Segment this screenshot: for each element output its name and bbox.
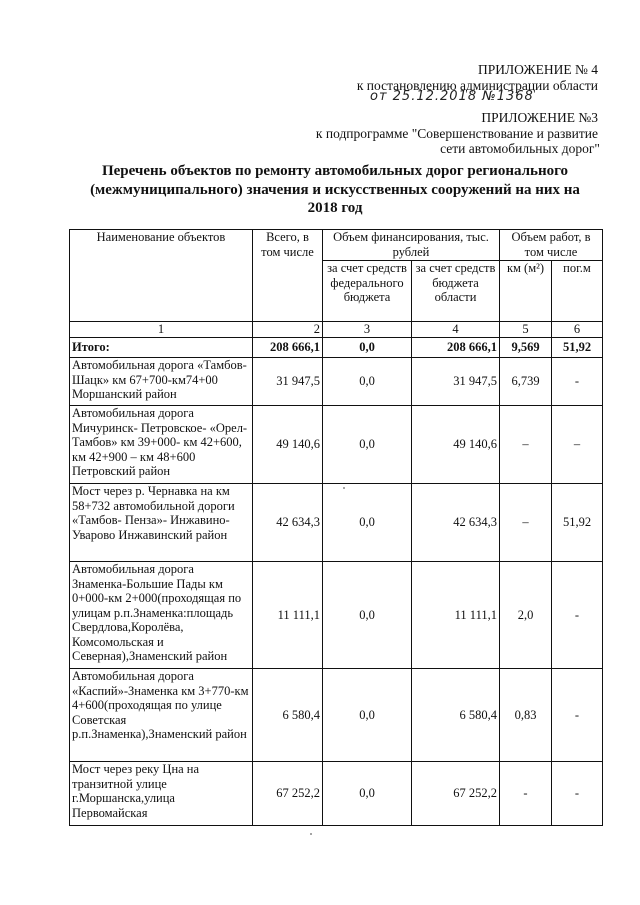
total-sum: 208 666,1 — [253, 338, 323, 358]
appendix-3-label: ПРИЛОЖЕНИЕ №3 — [481, 110, 598, 125]
header-pm: пог.м — [552, 261, 603, 322]
row-federal: 0,0 — [323, 562, 412, 669]
resolution-reference: к постановлению администрации области — [356, 78, 598, 93]
row-km: 2,0 — [500, 562, 552, 669]
title-line-1: Перечень объектов по ремонту автомобильных дорог регионального — [101, 163, 569, 179]
row-name: Автомобильная дорога Знаменка-Большие Пады км 0+000-км 2+000(проходящая по улицам р.п.Знаменка:площадь Свердлова,Королёва, Комсомольская и Северная),Знаменский район — [70, 562, 253, 669]
row-km: – — [500, 406, 552, 484]
total-km: 9,569 — [500, 338, 552, 358]
total-regional: 208 666,1 — [412, 338, 500, 358]
row-total: 11 111,1 — [253, 562, 323, 669]
scan-speck — [343, 487, 345, 489]
row-regional: 67 252,2 — [412, 762, 500, 826]
row-total: 31 947,5 — [253, 358, 323, 406]
subprogram-reference-line2: сети автомобильных дорог" — [440, 141, 600, 156]
table-row — [70, 484, 603, 562]
header-km: км (м²) — [500, 261, 552, 322]
header-financing: Объем финансирования, тыс. рублей — [323, 230, 500, 261]
row-regional: 42 634,3 — [412, 484, 500, 562]
scan-speck — [310, 833, 312, 835]
header-works: Объем работ, в том числе — [500, 230, 603, 261]
row-name: Мост через реку Цна на транзитной улице г.Моршанска,улица Первомайская — [70, 762, 253, 826]
row-km: 0,83 — [500, 669, 552, 762]
row-regional: 31 947,5 — [412, 358, 500, 406]
row-total: 42 634,3 — [253, 484, 323, 562]
objects-table — [69, 229, 603, 826]
col-num-4: 4 — [412, 322, 500, 338]
row-total: 49 140,6 — [253, 406, 323, 484]
row-regional: 49 140,6 — [412, 406, 500, 484]
row-federal: 0,0 — [323, 406, 412, 484]
row-federal: 0,0 — [323, 762, 412, 826]
table-row — [70, 358, 603, 406]
row-pm: - — [552, 762, 603, 826]
col-num-1: 1 — [70, 322, 253, 338]
row-regional: 6 580,4 — [412, 669, 500, 762]
handwritten-date-number: от 25.12.2018 №1368 — [370, 89, 534, 104]
row-pm: – — [552, 406, 603, 484]
row-pm: 51,92 — [552, 484, 603, 562]
title-line-3: 2018 год — [307, 200, 363, 216]
total-pm: 51,92 — [552, 338, 603, 358]
row-name: Мост через р. Чернавка на км 58+732 автомобильной дороги «Тамбов- Пенза»- Инжавино- Уварово Инжавинский район — [70, 484, 253, 562]
row-km: – — [500, 484, 552, 562]
table-row — [70, 762, 603, 826]
row-km: - — [500, 762, 552, 826]
row-federal: 0,0 — [323, 669, 412, 762]
row-km: 6,739 — [500, 358, 552, 406]
header-name: Наименование объектов — [70, 230, 253, 322]
row-total: 6 580,4 — [253, 669, 323, 762]
col-num-2: 2 — [253, 322, 323, 338]
row-name: Автомобильная дорога «Тамбов-Шацк» км 67+700-км74+00 Моршанский район — [70, 358, 253, 406]
row-regional: 11 111,1 — [412, 562, 500, 669]
table-row — [70, 669, 603, 762]
column-number-row — [70, 322, 603, 338]
row-pm: - — [552, 358, 603, 406]
row-pm: - — [552, 669, 603, 762]
document-title — [70, 162, 600, 218]
row-federal: 0,0 — [323, 484, 412, 562]
col-num-6: 6 — [552, 322, 603, 338]
row-pm: - — [552, 562, 603, 669]
table-row — [70, 406, 603, 484]
subprogram-reference-line1: к подпрограмме "Совершенствование и развитие — [315, 126, 598, 141]
header-row-1 — [70, 230, 603, 261]
total-label: Итого: — [70, 338, 253, 358]
row-name: Автомобильная дорога Мичуринск- Петровское- «Орел- Тамбов» км 39+000- км 42+600, км 42+900 – км 48+600 Петровский район — [70, 406, 253, 484]
total-row — [70, 338, 603, 358]
header-federal: за счет средств федерального бюджета — [323, 261, 412, 322]
col-num-3: 3 — [323, 322, 412, 338]
col-num-5: 5 — [500, 322, 552, 338]
title-line-2: (межмуниципального) значения и искусственных сооружений на них на — [90, 181, 580, 198]
header-total: Всего, в том числе — [253, 230, 323, 322]
row-federal: 0,0 — [323, 358, 412, 406]
appendix-4-label: ПРИЛОЖЕНИЕ № 4 — [477, 62, 598, 77]
row-name: Автомобильная дорога «Каспий»-Знаменка км 3+770-км 4+600(проходящая по улице Советская р.п.Знаменка),Знаменский район — [70, 669, 253, 762]
header-regional: за счет средств бюджета области — [412, 261, 500, 322]
table-row — [70, 562, 603, 669]
total-federal: 0,0 — [323, 338, 412, 358]
row-total: 67 252,2 — [253, 762, 323, 826]
